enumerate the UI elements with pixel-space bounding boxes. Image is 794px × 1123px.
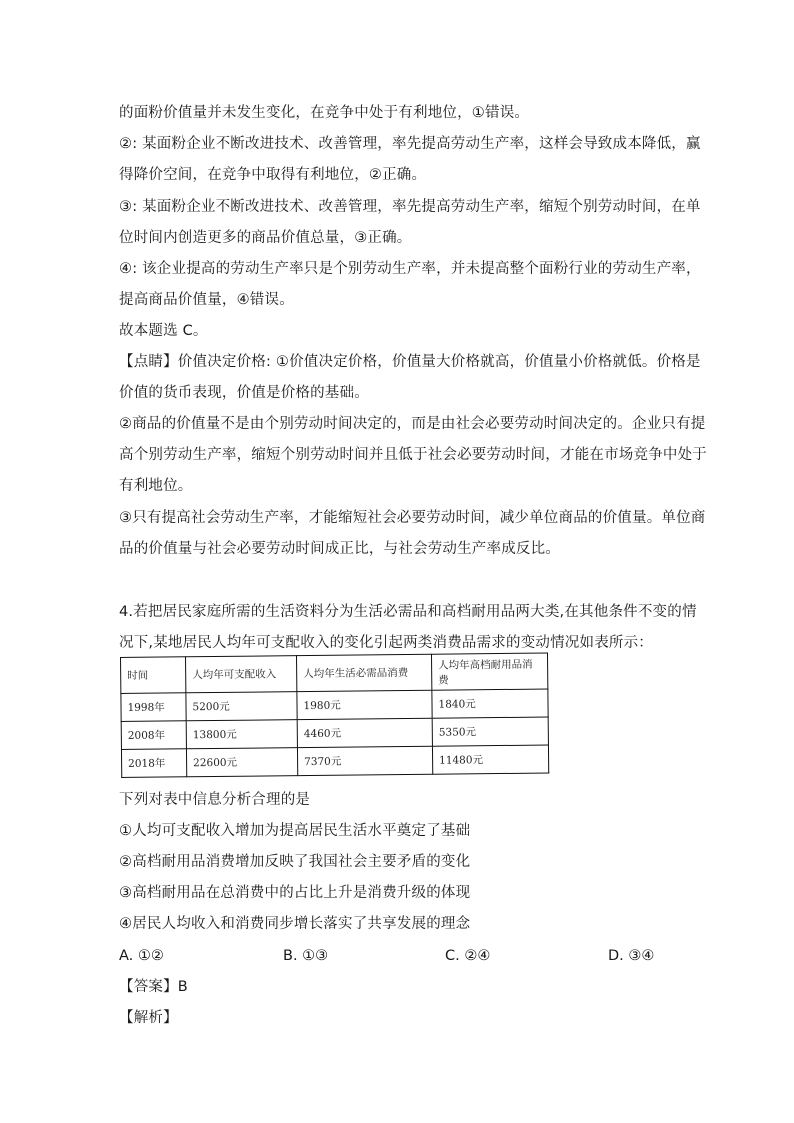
text-line: 品的价值量与社会必要劳动时间成正比，与社会劳动生产率成反比。	[119, 541, 560, 557]
text-line: 高个别劳动生产率，缩短个别劳动时间并且低于社会必要劳动时间，才能在市场竞争中处于	[119, 447, 707, 463]
data-table	[120, 653, 549, 779]
text-line: 【点睛】价值决定价格: ①价值决定价格，价值量大价格就高，价值量小价格就低。价格是	[119, 354, 701, 370]
text-line: 价值的货币表现，价值是价格的基础。	[119, 385, 369, 401]
table-cell: 22600元	[186, 748, 297, 777]
table-header-cell: 时间	[121, 657, 186, 694]
table-cell: 1998年	[121, 693, 186, 722]
table-row	[121, 717, 548, 749]
text-line: ②商品的价值量不是由个别劳动时间决定的，而是由社会必要劳动时间决定的。企业只有提	[119, 416, 706, 432]
option-b: B. ①③	[283, 948, 329, 964]
text-line: 位时间内创造更多的商品价值总量，③正确。	[119, 230, 412, 246]
text-line: ②: 某面粉企业不断改进技术、改善管理，率先提高劳动生产率，这样会导致成本降低，赢	[119, 136, 701, 152]
text-line: ③: 某面粉企业不断改进技术、改善管理，率先提高劳动生产率，缩短个别劳动时间，在单	[119, 199, 701, 215]
table-header-cell: 人均年生活必需品消费	[296, 654, 431, 691]
text-line: ④: 该企业提高的劳动生产率只是个别劳动生产率，并未提高整个面粉行业的劳动生产率，	[119, 261, 701, 277]
statement-item: ①人均可支配收入增加为提高居民生活水平奠定了基础	[119, 823, 471, 839]
text-line: 提高商品价值量，④错误。	[119, 292, 294, 308]
option-a: A. ①②	[119, 948, 164, 964]
text-line: 有利地位。	[119, 478, 193, 494]
option-c: C. ②④	[445, 948, 491, 964]
answer-label: 【答案】B	[119, 979, 188, 995]
statement-item: ③高档耐用品在总消费中的占比上升是消费升级的体现	[119, 885, 471, 901]
table-cell: 2018年	[121, 749, 186, 778]
table-row	[121, 689, 548, 721]
text-line: 故本题选 C。	[119, 323, 208, 339]
table-cell: 2008年	[121, 721, 186, 750]
table-cell: 1840元	[432, 689, 548, 718]
statement-item: ②高档耐用品消费增加反映了我国社会主要矛盾的变化	[119, 854, 471, 870]
table-cell: 11480元	[432, 745, 548, 774]
question-prompt: 下列对表中信息分析合理的是	[119, 792, 311, 808]
question-stem: 4.若把居民家庭所需的生活资料分为生活必需品和高档耐用品两大类,在其他条件不变的情	[119, 604, 697, 620]
table-row	[121, 745, 548, 777]
analysis-label: 【解析】	[119, 1010, 178, 1026]
table-cell: 5350元	[432, 717, 548, 746]
table-cell: 1980元	[297, 690, 432, 719]
text-line: 得降价空间，在竞争中取得有利地位，②正确。	[119, 167, 427, 183]
text-line: ③只有提高社会劳动生产率，才能缩短社会必要劳动时间，减少单位商品的价值量。单位商	[119, 510, 706, 526]
table-cell: 4460元	[297, 718, 432, 747]
text-line: 的面粉价值量并未发生变化，在竞争中处于有利地位，①错误。	[119, 105, 530, 121]
table-cell: 7370元	[297, 746, 432, 775]
table-header-cell: 人均年可支配收入	[186, 656, 297, 693]
table-cell: 13800元	[186, 720, 297, 749]
table-header-cell: 人均年高档耐用品消费	[431, 653, 547, 690]
question-stem: 况下,某地居民人均年可支配收入的变化引起两类消费品需求的变动情况如表所示：	[119, 635, 654, 651]
table-header-row	[121, 653, 548, 693]
statement-item: ④居民人均收入和消费同步增长落实了共享发展的理念	[119, 916, 471, 932]
table-cell: 5200元	[186, 692, 297, 721]
option-d: D. ③④	[608, 948, 655, 964]
